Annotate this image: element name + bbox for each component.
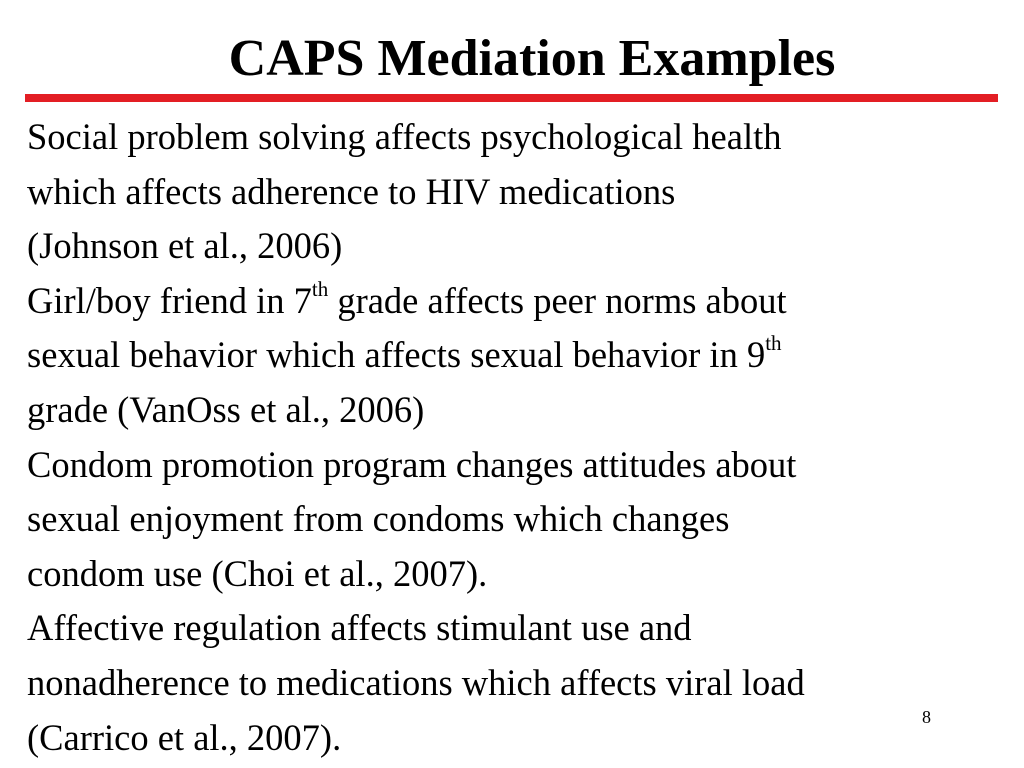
bullet-line (27, 165, 1024, 220)
bullet-item (27, 438, 1024, 602)
slide-number: 8 (922, 707, 931, 727)
bullet-line (27, 492, 1024, 547)
bullet-text: grade affects peer norms about (328, 279, 787, 321)
bullet-line (27, 383, 1024, 438)
bullet-text: Condom promotion program changes attitudes about (27, 443, 797, 485)
bullet-text: sexual behavior which affects sexual behavior in 9 (27, 334, 766, 376)
bullet-text: nonadherence to medications which affects viral load (27, 661, 805, 703)
title-underline-bar (25, 94, 998, 102)
bullet-text: (Carrico et al., 2007). (27, 716, 342, 758)
bullet-text: Girl/boy friend in 7 (27, 279, 312, 321)
bullet-line (27, 656, 1024, 711)
bullet-line (27, 274, 1024, 329)
ordinal-superscript: th (765, 331, 782, 356)
bullet-line (27, 711, 1024, 766)
bullet-text: Affective regulation affects stimulant use and (27, 607, 692, 649)
bullet-item (27, 110, 1024, 274)
bullet-text: Social problem solving affects psychological health (27, 116, 782, 157)
bullet-text: which affects adherence to HIV medications (27, 170, 676, 212)
bullet-text: grade (VanOss et al., 2006) (27, 388, 425, 430)
bullet-item (27, 601, 1024, 765)
bullet-item (27, 274, 1024, 438)
bullet-text: sexual enjoyment from condoms which changes (27, 498, 730, 540)
bullet-line (27, 219, 1024, 274)
slide-title: CAPS Mediation Examples (228, 30, 836, 87)
ordinal-superscript: th (311, 276, 329, 301)
title-underline-rule (25, 94, 998, 102)
bullet-text: condom use (Choi et al., 2007). (27, 552, 488, 594)
bullet-line (27, 328, 1024, 383)
bullet-list (27, 110, 1024, 765)
bullet-text: (Johnson et al., 2006) (27, 225, 343, 267)
bullet-line (27, 601, 1024, 656)
bullet-line (27, 547, 1024, 602)
bullet-line (27, 110, 1024, 165)
bullet-line (27, 438, 1024, 493)
